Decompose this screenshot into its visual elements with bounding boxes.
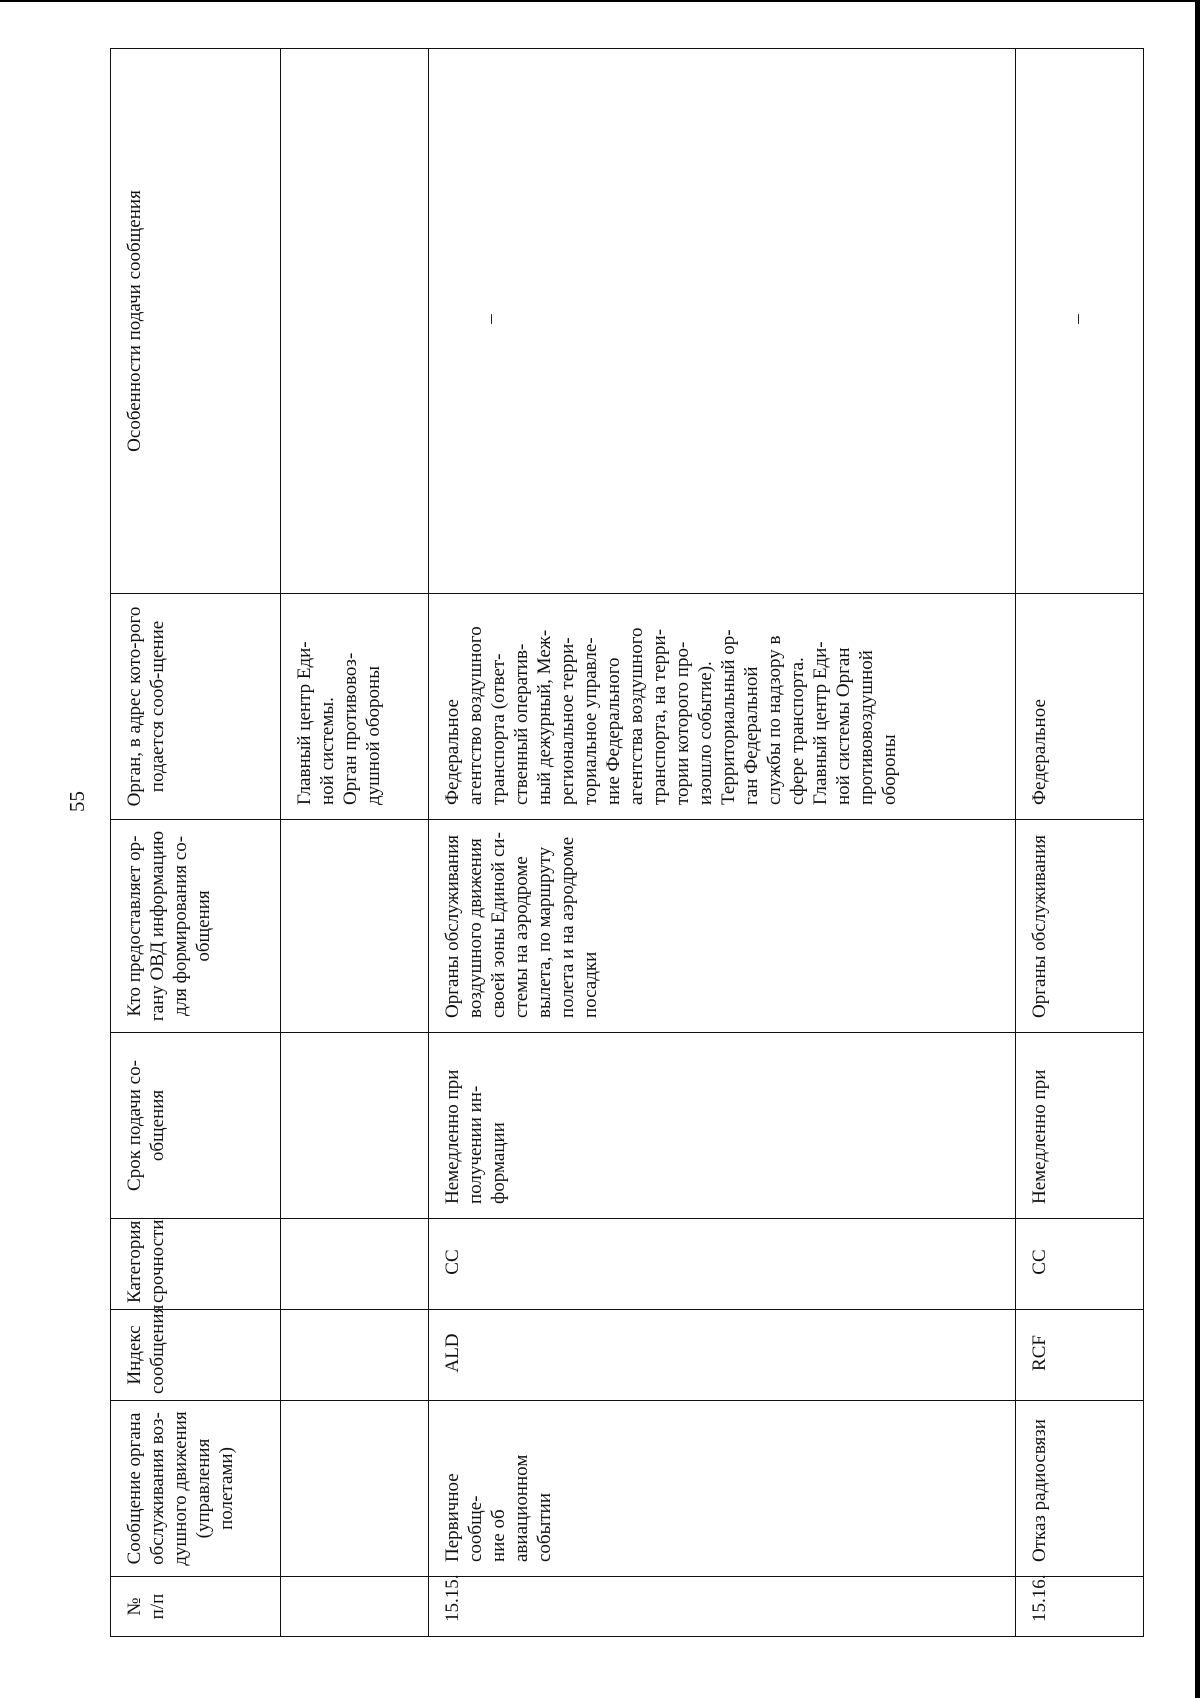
cell-index: RCF	[1016, 1310, 1144, 1401]
messages-table	[110, 48, 1144, 1637]
cell-category: СС	[1016, 1219, 1144, 1310]
header-message: Сообщение органа обслуживания воз-душного движения (управления полетами)	[111, 1401, 281, 1577]
cell-message: Первичное сообще- ние об авиационном событии	[429, 1401, 1016, 1577]
header-provider: Кто предоставляет ор-гану ОВД информацию для формирования со-общения	[111, 820, 281, 1033]
cell-index	[281, 1310, 429, 1401]
cell-features: –	[1016, 49, 1144, 594]
cell-provider	[281, 820, 429, 1033]
cell-deadline	[281, 1033, 429, 1219]
table-row	[1016, 49, 1144, 1637]
header-deadline: Срок подачи со-общения	[111, 1033, 281, 1219]
cell-deadline: Немедленно при получении ин- формации	[429, 1033, 1016, 1219]
cell-index: ALD	[429, 1310, 1016, 1401]
cell-recipient: Главный центр Еди- ной системы. Орган противовоз- душной обороны	[281, 594, 429, 820]
cell-recipient: Федеральное агентство воздушного транспорта (ответ- ственный оператив- ный дежурный, Меж- региональное терри- ториальное управле- ние Федерального агентства воздушного транспорта, на терри- тории которого про- изошло событие). Территориальный ор- ган Федеральной службы по надзору в сфере транспорта. Главный центр Еди- ной системы Орган противовоздушной обороны	[429, 594, 1016, 820]
cell-message	[281, 1401, 429, 1577]
cell-provider: Органы обслуживания	[1016, 820, 1144, 1033]
header-index: Индекс сообщения	[111, 1310, 281, 1401]
header-features: Особенности подачи сообщения	[111, 49, 281, 594]
header-num: № п/п	[111, 1577, 281, 1637]
table-row	[281, 49, 429, 1637]
scan-edge-top	[0, 0, 1200, 2]
cell-deadline: Немедленно при	[1016, 1033, 1144, 1219]
scan-edge-right	[1195, 0, 1200, 1698]
cell-num: 15.15.	[429, 1577, 1016, 1637]
page-number: 55	[65, 791, 89, 812]
header-recipient: Орган, в адрес кото-рого подается сооб-щение	[111, 594, 281, 820]
header-category: Категория срочности	[111, 1219, 281, 1310]
table-row	[429, 49, 1016, 1637]
cell-category	[281, 1219, 429, 1310]
cell-category: СС	[429, 1219, 1016, 1310]
cell-features	[281, 49, 429, 594]
cell-recipient: Федеральное	[1016, 594, 1144, 820]
header-row	[111, 49, 281, 1637]
cell-num: 15.16.	[1016, 1577, 1144, 1637]
cell-provider: Органы обслуживания воздушного движения своей зоны Единой си- стемы на аэродроме вылета, по маршруту полета и на аэродроме посадки	[429, 820, 1016, 1033]
cell-num	[281, 1577, 429, 1637]
rotated-table-wrapper	[110, 49, 1147, 1637]
cell-features: –	[429, 49, 1016, 594]
cell-message: Отказ радиосвязи	[1016, 1401, 1144, 1577]
